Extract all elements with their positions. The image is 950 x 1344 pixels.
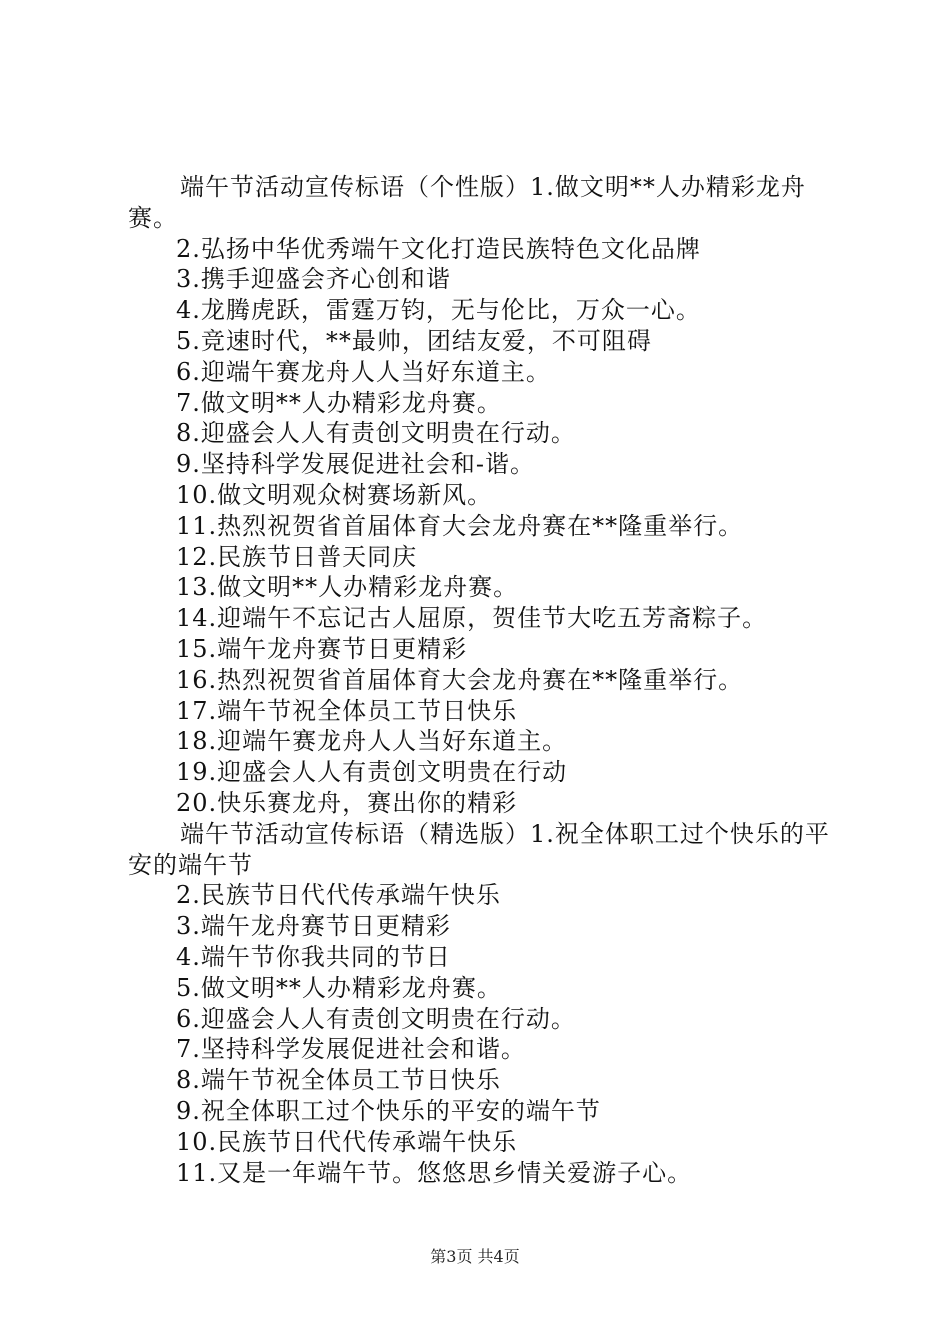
slogan-item: 3.端午龙舟赛节日更精彩 xyxy=(176,912,451,941)
slogan-item: 6.迎盛会人人有责创文明贵在行动。 xyxy=(176,1004,576,1033)
slogan-item: 9.坚持科学发展促进社会和-谐。 xyxy=(176,450,536,479)
document-body xyxy=(128,172,838,1188)
slogan-item: 2.弘扬中华优秀端午文化打造民族特色文化品牌 xyxy=(176,234,701,263)
slogan-item: 5.竞速时代，**最帅，团结友爱，不可阻碍 xyxy=(176,326,652,355)
slogan-item: 7.坚持科学发展促进社会和谐。 xyxy=(176,1035,526,1064)
slogan-item: 4.端午节你我共同的节日 xyxy=(176,942,451,971)
slogan-item: 3.携手迎盛会齐心创和谐 xyxy=(176,265,451,294)
page-footer: 第3页 共4页 xyxy=(430,1247,520,1266)
slogan-item: 5.做文明**人办精彩龙舟赛。 xyxy=(176,973,502,1002)
slogan-item: 19.迎盛会人人有责创文明贵在行动 xyxy=(176,758,568,787)
slogan-item: 16.热烈祝贺省首届体育大会龙舟赛在**隆重举行。 xyxy=(176,665,744,694)
slogan-item: 7.做文明**人办精彩龙舟赛。 xyxy=(176,388,502,417)
slogan-item: 15.端午龙舟赛节日更精彩 xyxy=(176,634,468,663)
slogan-item: 8.端午节祝全体员工节日快乐 xyxy=(176,1066,501,1095)
slogan-item: 6.迎端午赛龙舟人人当好东道主。 xyxy=(176,357,551,386)
slogan-item: 10.做文明观众树赛场新风。 xyxy=(176,480,493,509)
slogan-item: 13.做文明**人办精彩龙舟赛。 xyxy=(176,573,519,602)
slogan-item: 12.民族节日普天同庆 xyxy=(176,542,418,571)
slogan-item: 14.迎端午不忘记古人屈原，贺佳节大吃五芳斋粽子。 xyxy=(176,604,768,633)
slogan-item: 11.又是一年端午节。悠悠思乡情关爱游子心。 xyxy=(176,1158,693,1187)
slogan-item: 11.热烈祝贺省首届体育大会龙舟赛在**隆重举行。 xyxy=(176,511,744,540)
slogan-item: 8.迎盛会人人有责创文明贵在行动。 xyxy=(176,419,576,448)
slogan-item: 17.端午节祝全体员工节日快乐 xyxy=(176,696,518,725)
slogan-item: 10.民族节日代代传承端午快乐 xyxy=(176,1127,518,1156)
slogan-item: 4.龙腾虎跃，雷霆万钧，无与伦比，万众一心。 xyxy=(176,296,701,325)
slogan-item: 20.快乐赛龙舟，赛出你的精彩 xyxy=(176,788,518,817)
slogan-item: 9.祝全体职工过个快乐的平安的端午节 xyxy=(176,1096,601,1125)
section-intro: 端午节活动宣传标语（精选版）1.祝全体职工过个快乐的平安的端午节 xyxy=(128,819,830,879)
slogan-item: 18.迎端午赛龙舟人人当好东道主。 xyxy=(176,727,568,756)
slogan-item: 2.民族节日代代传承端午快乐 xyxy=(176,881,501,910)
section-intro: 端午节活动宣传标语（个性版）1.做文明**人办精彩龙舟赛。 xyxy=(128,173,806,232)
